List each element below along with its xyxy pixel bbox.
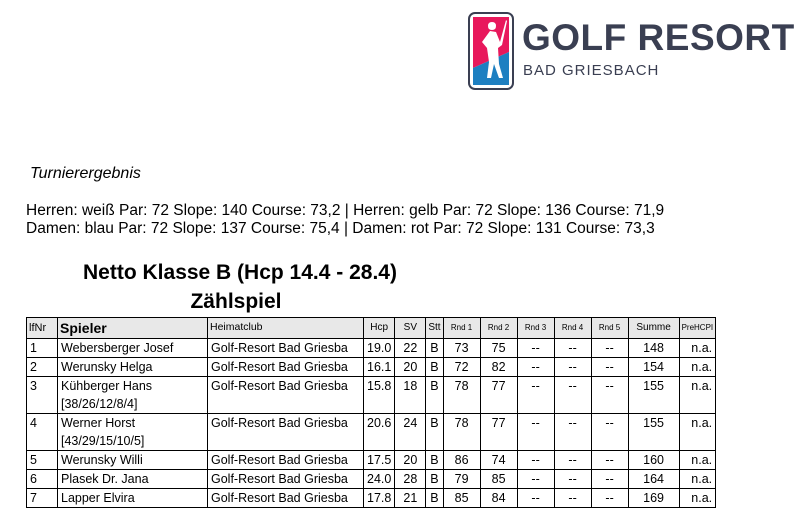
cell-st: B [426, 377, 443, 414]
col-header-spieler: Spieler [58, 318, 208, 339]
player-round-detail: [38/26/12/8/4] [61, 397, 138, 411]
cell-player [58, 358, 208, 377]
cell-prehcpi: n.a. [679, 489, 716, 508]
col-header-rnd1: Rnd 1 [443, 318, 480, 339]
cell-lfnr: 1 [27, 339, 58, 358]
cell-hcp: 20.6 [364, 414, 395, 451]
cell-rnd3: -- [517, 414, 554, 451]
cell-lfnr: 6 [27, 470, 58, 489]
table-row [27, 489, 716, 508]
table-header-row [27, 318, 716, 339]
cell-hcp: 16.1 [364, 358, 395, 377]
cell-rnd2: 74 [480, 451, 517, 470]
cell-rnd1: 79 [443, 470, 480, 489]
cell-hcp: 19.0 [364, 339, 395, 358]
cell-player [58, 470, 208, 489]
cell-rnd5: -- [591, 358, 628, 377]
cell-player [58, 414, 208, 451]
cell-rnd1: 73 [443, 339, 480, 358]
cell-sv: 21 [395, 489, 426, 508]
cell-club: Golf-Resort Bad Griesba [208, 414, 364, 451]
cell-st: B [426, 358, 443, 377]
cell-rnd1: 86 [443, 451, 480, 470]
cell-lfnr: 2 [27, 358, 58, 377]
cell-prehcpi: n.a. [679, 470, 716, 489]
golf-resort-logo [468, 12, 795, 94]
cell-lfnr: 5 [27, 451, 58, 470]
table-row [27, 414, 716, 451]
cell-summe: 169 [628, 489, 679, 508]
cell-summe: 148 [628, 339, 679, 358]
cell-club: Golf-Resort Bad Griesba [208, 451, 364, 470]
cell-sv: 22 [395, 339, 426, 358]
table-row [27, 470, 716, 489]
cell-prehcpi: n.a. [679, 451, 716, 470]
cell-sv: 20 [395, 451, 426, 470]
cell-rnd4: -- [554, 339, 591, 358]
cell-rnd3: -- [517, 489, 554, 508]
col-header-sv: SV [395, 318, 426, 339]
cell-hcp: 17.8 [364, 489, 395, 508]
cell-sv: 24 [395, 414, 426, 451]
cell-summe: 155 [628, 377, 679, 414]
table-row [27, 451, 716, 470]
cell-player [58, 451, 208, 470]
player-name: Werunsky Helga [61, 360, 153, 374]
cell-prehcpi: n.a. [679, 414, 716, 451]
col-header-st: Stt [426, 318, 443, 339]
cell-rnd5: -- [591, 414, 628, 451]
logo-subtitle: BAD GRIESBACH [523, 62, 660, 79]
cell-rnd2: 82 [480, 358, 517, 377]
cell-sv: 20 [395, 358, 426, 377]
cell-rnd5: -- [591, 470, 628, 489]
cell-summe: 154 [628, 358, 679, 377]
player-name: Werunsky Willi [61, 453, 143, 467]
cell-club: Golf-Resort Bad Griesba [208, 358, 364, 377]
table-row [27, 358, 716, 377]
cell-club: Golf-Resort Bad Griesba [208, 377, 364, 414]
cell-rnd3: -- [517, 470, 554, 489]
cell-prehcpi: n.a. [679, 339, 716, 358]
table-row [27, 377, 716, 414]
cell-st: B [426, 339, 443, 358]
cell-sv: 28 [395, 470, 426, 489]
cell-rnd1: 85 [443, 489, 480, 508]
cell-rnd1: 72 [443, 358, 480, 377]
cell-summe: 160 [628, 451, 679, 470]
col-header-lfnr: lfNr [27, 318, 58, 339]
player-round-detail: [43/29/15/10/5] [61, 434, 145, 448]
golfer-badge-icon [468, 12, 514, 90]
player-name: Kühberger Hans [61, 379, 153, 393]
col-header-heimatclub: Heimatclub [208, 318, 364, 339]
col-header-rnd5: Rnd 5 [591, 318, 628, 339]
cell-rnd2: 77 [480, 377, 517, 414]
logo-title: GOLF RESORT [522, 17, 795, 58]
cell-rnd4: -- [554, 377, 591, 414]
cell-rnd5: -- [591, 339, 628, 358]
cell-rnd4: -- [554, 358, 591, 377]
cell-rnd2: 75 [480, 339, 517, 358]
cell-club: Golf-Resort Bad Griesba [208, 339, 364, 358]
cell-lfnr: 7 [27, 489, 58, 508]
cell-rnd3: -- [517, 377, 554, 414]
cell-rnd4: -- [554, 470, 591, 489]
col-header-summe: Summe [628, 318, 679, 339]
cell-rnd1: 78 [443, 377, 480, 414]
cell-lfnr: 4 [27, 414, 58, 451]
cell-rnd4: -- [554, 451, 591, 470]
cell-summe: 164 [628, 470, 679, 489]
cell-rnd5: -- [591, 377, 628, 414]
cell-club: Golf-Resort Bad Griesba [208, 489, 364, 508]
player-name: Webersberger Josef [61, 341, 174, 355]
cell-prehcpi: n.a. [679, 358, 716, 377]
cell-club: Golf-Resort Bad Griesba [208, 470, 364, 489]
cell-prehcpi: n.a. [679, 377, 716, 414]
col-header-prehcpi: PreHCPI [679, 318, 716, 339]
cell-hcp: 15.8 [364, 377, 395, 414]
results-table [26, 317, 716, 508]
cell-rnd3: -- [517, 451, 554, 470]
document-title: Turnierergebnis [30, 165, 141, 182]
cell-rnd1: 78 [443, 414, 480, 451]
col-header-hcp: Hcp [364, 318, 395, 339]
cell-player [58, 489, 208, 508]
game-type-heading: Zählspiel [190, 290, 282, 313]
cell-rnd2: 85 [480, 470, 517, 489]
cell-st: B [426, 470, 443, 489]
course-info-damen: Damen: blau Par: 72 Slope: 137 Course: 75,4 | Damen: rot Par: 72 Slope: 131 Course: 73,3 [26, 220, 655, 237]
col-header-rnd3: Rnd 3 [517, 318, 554, 339]
cell-lfnr: 3 [27, 377, 58, 414]
table-row [27, 339, 716, 358]
cell-player [58, 377, 208, 414]
cell-rnd5: -- [591, 489, 628, 508]
player-name: Plasek Dr. Jana [61, 472, 149, 486]
cell-rnd4: -- [554, 489, 591, 508]
cell-hcp: 17.5 [364, 451, 395, 470]
cell-player [58, 339, 208, 358]
cell-rnd3: -- [517, 339, 554, 358]
cell-rnd5: -- [591, 451, 628, 470]
class-heading: Netto Klasse B (Hcp 14.4 - 28.4) [83, 261, 397, 284]
cell-st: B [426, 489, 443, 508]
cell-rnd2: 84 [480, 489, 517, 508]
cell-rnd2: 77 [480, 414, 517, 451]
cell-hcp: 24.0 [364, 470, 395, 489]
cell-rnd4: -- [554, 414, 591, 451]
cell-summe: 155 [628, 414, 679, 451]
player-name: Lapper Elvira [61, 491, 135, 505]
col-header-rnd4: Rnd 4 [554, 318, 591, 339]
cell-sv: 18 [395, 377, 426, 414]
player-name: Werner Horst [61, 416, 136, 430]
course-info-herren: Herren: weiß Par: 72 Slope: 140 Course: 73,2 | Herren: gelb Par: 72 Slope: 136 Course: 71,9 [26, 202, 665, 219]
cell-st: B [426, 451, 443, 470]
cell-st: B [426, 414, 443, 451]
cell-rnd3: -- [517, 358, 554, 377]
col-header-rnd2: Rnd 2 [480, 318, 517, 339]
